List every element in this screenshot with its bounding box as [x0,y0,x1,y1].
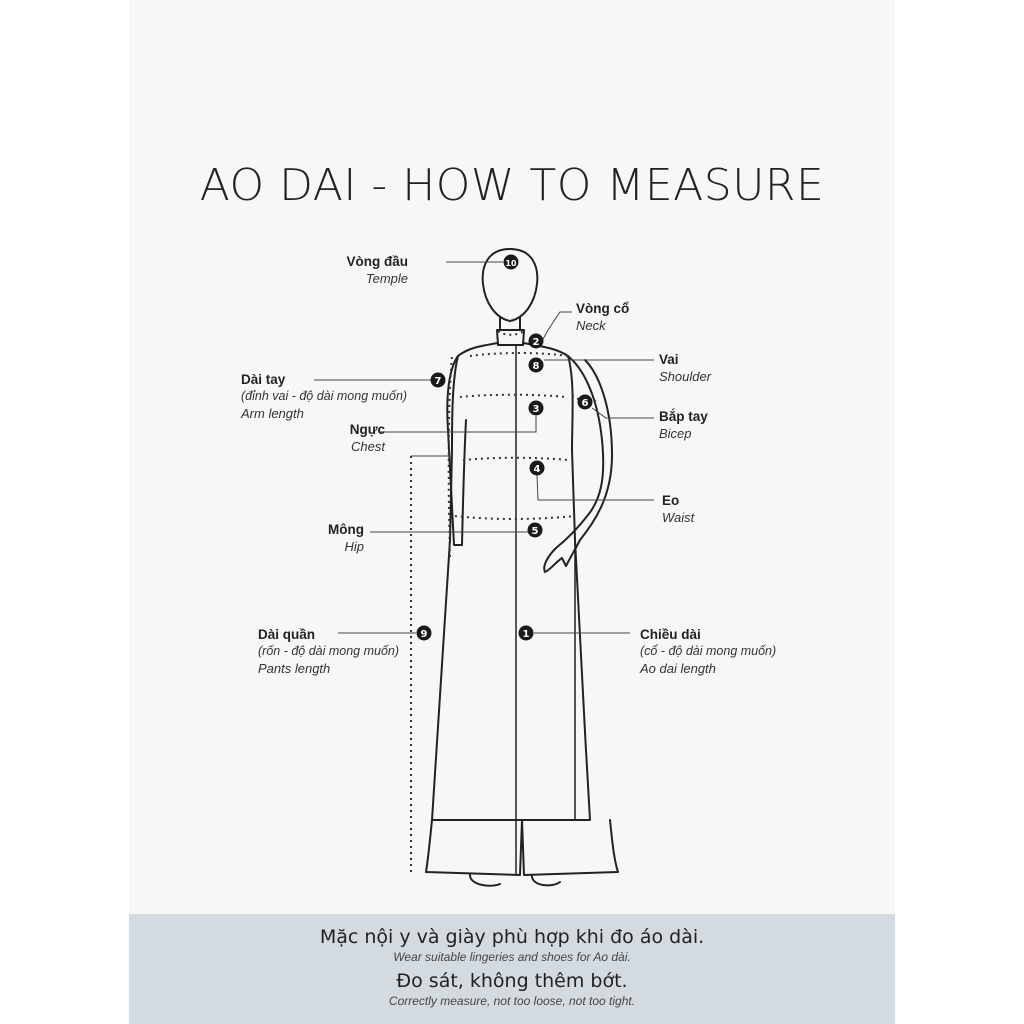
badge-8 [529,358,544,373]
neck-dotted-line [498,331,524,335]
svg-text:1: 1 [522,629,530,640]
svg-text:5: 5 [531,526,539,537]
label-temple-en: Temple [365,271,408,286]
label-chest [350,421,385,455]
label-pants-length-sub: (rốn - độ dài mong muốn) [258,644,400,658]
label-pants-length-en: Pants length [258,661,331,676]
svg-text:9: 9 [420,629,428,640]
label-bicep-en: Bicep [659,426,692,441]
footer-line1-vi: Mặc nội y và giày phù hợp khi đo áo dài. [319,926,705,948]
feet [470,875,560,886]
figure-neck [500,318,520,330]
svg-text:2: 2 [532,337,540,348]
label-hip-en: Hip [344,539,364,554]
label-arm-length-en: Arm length [241,406,304,421]
label-arm-length-sub: (đỉnh vai - độ dài mong muốn) [241,389,408,403]
badge-6 [578,395,593,410]
label-pants-length [258,626,399,677]
svg-text:7: 7 [434,376,442,387]
label-ao-dai-length-sub: (cổ - độ dài mong muốn) [640,644,777,658]
label-chest-en: Chest [351,439,385,454]
dress-outline [432,343,590,820]
badge-2 [529,334,544,349]
label-hip [328,521,364,555]
figure-collar [497,330,524,345]
label-temple-vi: Vòng đầu [346,254,408,269]
svg-text:4: 4 [533,464,541,475]
svg-text:8: 8 [532,361,540,372]
label-neck-en: Neck [576,318,606,333]
badge-9 [417,626,432,641]
label-hip-vi: Mông [328,522,364,537]
svg-text:10: 10 [505,259,517,268]
label-waist-en: Waist [662,510,695,525]
badge-1 [519,626,534,641]
label-ao-dai-length-en: Ao dai length [640,661,716,676]
badge-10 [504,255,519,270]
label-shoulder-en: Shoulder [659,369,712,384]
footer-line2-vi: Đo sát, không thêm bớt. [396,970,628,992]
footer-line2-en: Correctly measure, not too loose, not too tight. [388,994,636,1008]
footer-note [129,914,895,1024]
label-shoulder [659,351,711,385]
badge-5 [528,523,543,538]
chest-dotted-line [460,395,566,397]
leader-neck [542,312,572,341]
label-ao-dai-length [640,626,776,677]
svg-text:3: 3 [532,404,540,415]
label-chest-vi: Ngực [349,422,385,437]
label-shoulder-vi: Vai [659,352,679,367]
label-ao-dai-length-vi: Chiều dài [640,627,701,642]
shoulder-dotted-line [470,353,568,356]
page-title: AO DAI - HOW TO MEASURE [199,160,825,211]
svg-text:6: 6 [581,398,589,409]
leader-waist [537,475,654,500]
right-arm [544,356,612,572]
badge-3 [529,401,544,416]
label-pants-length-vi: Dài quần [258,627,316,642]
wide-pants [426,820,618,875]
label-waist [662,492,694,526]
hip-dotted-line [455,516,575,519]
label-neck-vi: Vòng cổ [576,301,630,316]
label-waist-vi: Eo [662,493,680,508]
footer-line1-en: Wear suitable lingeries and shoes for Ao dài. [393,950,631,964]
badge-7 [431,373,446,388]
label-arm-length [241,371,407,422]
label-neck [576,300,629,334]
label-bicep-vi: Bắp tay [659,409,708,424]
badge-4 [530,461,545,476]
leader-bicep [592,408,654,418]
label-temple [347,253,409,287]
label-bicep [659,408,708,442]
label-arm-length-vi: Dài tay [241,372,286,387]
